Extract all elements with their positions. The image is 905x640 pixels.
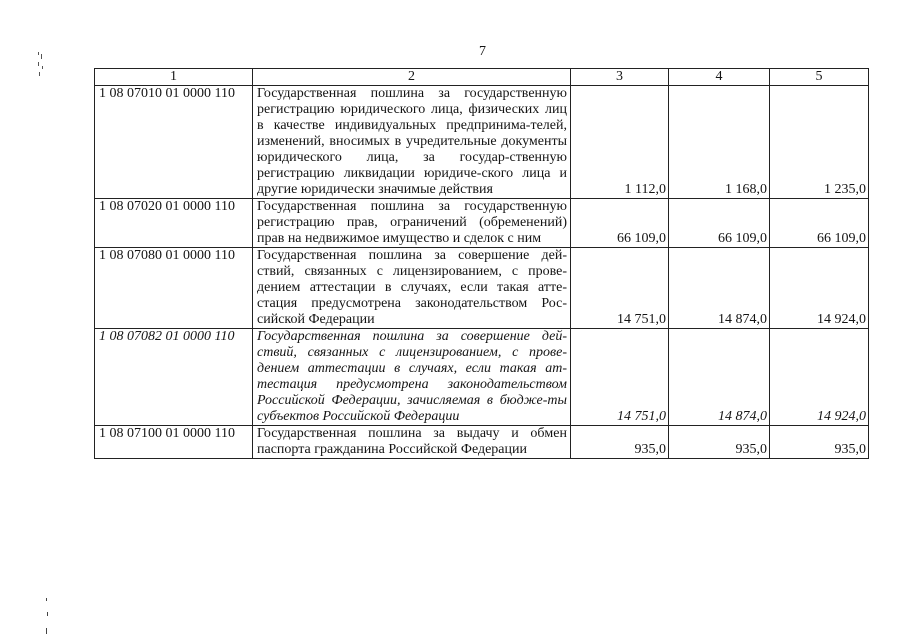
value-col-4: 14 874,0 [669, 329, 770, 426]
budget-code: 1 08 07010 01 0000 110 [95, 86, 253, 199]
table-header-row [95, 69, 869, 86]
revenue-table [94, 68, 869, 459]
table-row [95, 199, 869, 248]
value-col-3: 14 751,0 [571, 248, 669, 329]
value-col-3: 14 751,0 [571, 329, 669, 426]
value-col-4: 66 109,0 [669, 199, 770, 248]
value-col-3: 66 109,0 [571, 199, 669, 248]
table-row [95, 248, 869, 329]
column-header: 2 [253, 69, 571, 86]
column-header: 1 [95, 69, 253, 86]
column-header: 5 [770, 69, 869, 86]
revenue-name: Государственная пошлина за государственную регистрацию прав, ограничений (обременений) прав на недвижимое имущество и сделок с ним [253, 199, 571, 248]
value-col-3: 1 112,0 [571, 86, 669, 199]
table-row [95, 86, 869, 199]
value-col-5: 14 924,0 [770, 248, 869, 329]
column-header: 3 [571, 69, 669, 86]
value-col-5: 1 235,0 [770, 86, 869, 199]
value-col-4: 1 168,0 [669, 86, 770, 199]
value-col-3: 935,0 [571, 426, 669, 459]
value-col-4: 14 874,0 [669, 248, 770, 329]
table-row [95, 426, 869, 459]
value-col-5: 66 109,0 [770, 199, 869, 248]
value-col-4: 935,0 [669, 426, 770, 459]
scan-artifact [46, 598, 50, 638]
budget-code: 1 08 07080 01 0000 110 [95, 248, 253, 329]
revenue-name: Государственная пошлина за совершение дей-ствий, связанных с лицензированием, с прове-дением аттестации в случаях, если такая ат-тестация предусмотрена законодательством Российской Федерации, зачисляемая в бюдже-ты субъектов Российской Федерации [253, 329, 571, 426]
revenue-name: Государственная пошлина за совершение дей-ствий, связанных с лицензированием, с прове-дением аттестации в случаях, если такая атте-стация предусмотрена законодательством Рос-сийской Федерации [253, 248, 571, 329]
budget-code: 1 08 07082 01 0000 110 [95, 329, 253, 426]
revenue-name: Государственная пошлина за выдачу и обмен паспорта гражданина Российской Федерации [253, 426, 571, 459]
column-header: 4 [669, 69, 770, 86]
scan-artifact [38, 52, 44, 80]
budget-code: 1 08 07100 01 0000 110 [95, 426, 253, 459]
page-number: 7 [479, 44, 486, 59]
budget-code: 1 08 07020 01 0000 110 [95, 199, 253, 248]
value-col-5: 935,0 [770, 426, 869, 459]
value-col-5: 14 924,0 [770, 329, 869, 426]
table-row-subitem [95, 329, 869, 426]
revenue-name: Государственная пошлина за государственную регистрацию юридического лица, физических лиц в качестве индивидуальных предпринима-телей, изменений, вносимых в учредительные документы юридического лица, за государ-ственную регистрацию ликвидации юридиче-ского лица и другие юридически значимые действия [253, 86, 571, 199]
